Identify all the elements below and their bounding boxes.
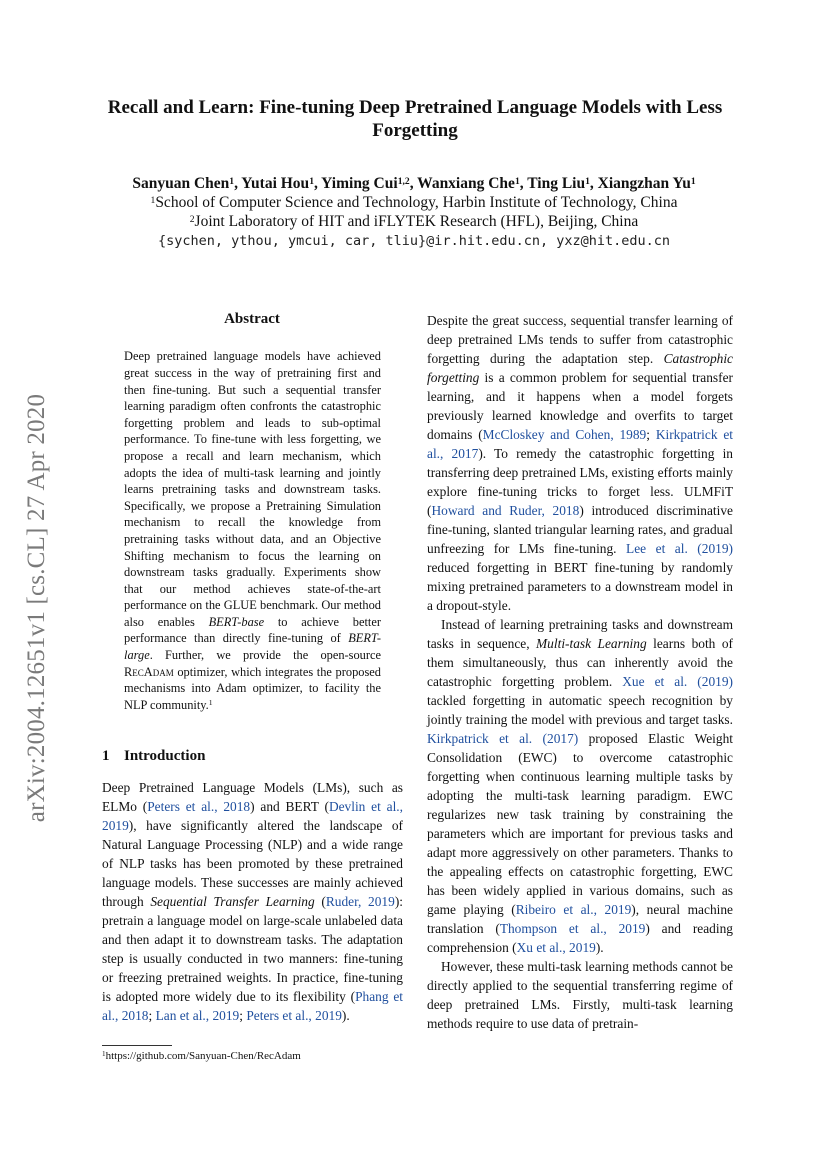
citation-link[interactable]: Kirkpatrick et al. (2017) <box>427 731 579 746</box>
footnote-link[interactable]: https://github.com/Sanyuan-Chen/RecAdam <box>105 1050 301 1062</box>
emphasis: BERT-base <box>208 614 265 629</box>
citation-link[interactable]: Peters et al., 2018 <box>147 799 251 814</box>
citation-link[interactable]: Phang et al., 2018 <box>102 989 404 1023</box>
footnote: $^1$https://github.com/Sanyuan-Chen/RecAdam <box>102 1050 301 1062</box>
citation-link[interactable]: McCloskey and Cohen, 1989 <box>482 427 647 442</box>
citation-link[interactable]: Kirkpatrick et al., 2017 <box>427 427 734 461</box>
citation-link[interactable]: Xu et al., 2019 <box>516 940 596 955</box>
author: Wanxiang Che$^1$ <box>417 175 520 192</box>
citation-link[interactable]: Devlin et al., 2019 <box>102 799 403 833</box>
arxiv-identifier-text: arXiv:2004.12651v1 [cs.CL] 27 Apr 2020 <box>23 393 50 822</box>
citation-link[interactable]: Lan et al., 2019 <box>155 1008 240 1023</box>
author-list: Sanyuan Chen$^1$, Yutai Hou$^1$, Yiming Cui$^{1,2}$, Wanxiang Che$^1$, Ting Liu$^1$, Xiangzhan Yu$^1$ <box>132 175 696 192</box>
citation-link[interactable]: Ruder, 2019 <box>325 894 395 909</box>
section-number: 1 <box>102 748 110 764</box>
citation-link[interactable]: Ribeiro et al., 2019 <box>515 902 632 917</box>
emphasis: Catastrophic forgetting <box>427 351 733 385</box>
section-heading <box>102 748 205 765</box>
citation-link[interactable]: Howard and Ruder, 2018 <box>431 503 580 518</box>
author-emails: {sychen, ythou, ymcui, car, tliu}@ir.hit.edu.cn, yxz@hit.edu.cn <box>157 233 671 249</box>
author: Xiangzhan Yu$^1$ <box>597 175 696 192</box>
introduction-right-column <box>427 311 733 1033</box>
footnote-rule <box>102 1045 172 1046</box>
citation-link[interactable]: Lee et al. (2019) <box>626 541 734 556</box>
author: Ting Liu$^1$ <box>527 175 590 192</box>
section-title: Introduction <box>124 748 206 764</box>
paragraph: Instead of learning pretraining tasks and downstream tasks in sequence, Multi-task Learning learns both of them simultaneously, thus can inherently avoid the catastrophic forgetting problem. Xue et al. (2019) tackled forgetting in automatic speech recognition by jointly training the model with previous and target tasks. Kirkpatrick et al. (2017) proposed Elastic Weight Consolidation (EWC) to overcome catastrophic forgetting when continuous learning multiple tasks by adopting the multi-task learning paradigm. EWC regularizes new task training by constraining the parameters which are important for previous tasks and adapt more aggressively on other parameters. Thanks to the appealing effects on catastrophic forgetting, EWC has been widely applied in various domains, such as game playing (Ribeiro et al., 2019), neural machine translation (Thompson et al., 2019) and reading comprehension (Xu et al., 2019). <box>427 617 733 955</box>
introduction-left-column <box>102 778 403 1025</box>
footnote-ref[interactable]: 1 <box>208 698 213 708</box>
citation-link[interactable]: Xue et al. (2019) <box>622 674 733 689</box>
abstract-paragraph: Deep pretrained language models have achieved great success in the way of pretraining first and then fine-tuning. But such a sequential transfer learning paradigm often confronts the catastrophic forgetting problem and leads to sub-optimal performance. To fine-tune with less forgetting, we propose a recall and learn mechanism, which adopts the idea of multi-task learning and jointly learns pretraining tasks and downstream tasks. Specifically, we propose a Pretraining Simulation mechanism to recall the knowledge from pretraining tasks without data, and an Objective Shifting mechanism to focus the learning on downstream tasks gradually. Experiments show that our method achieves state-of-the-art performance on the GLUE benchmark. Our method also enables BERT-base to achieve better performance than directly fine-tuning of BERT-large. Further, we provide the open-source RecAdam optimizer, which integrates the proposed mechanisms into Adam optimizer, to facility the NLP community.$^1$ <box>124 349 381 712</box>
author: Sanyuan Chen$^1$ <box>132 175 235 192</box>
abstract-heading: Abstract <box>224 311 280 327</box>
author: Yiming Cui$^{1,2}$ <box>321 175 410 192</box>
emphasis: Sequential Transfer Learning <box>150 894 315 909</box>
paper-title: Recall and Learn: Fine-tuning Deep Pretrained Language Models with Less Forgetting <box>107 97 723 141</box>
emphasis: Multi-task Learning <box>536 636 647 651</box>
paragraph: However, these multi-task learning methods cannot be directly applied to the sequential transferring regime of deep pretrained LMs. Firstly, multi-task learning methods require to use data of pretrain- <box>427 959 733 1031</box>
emphasis: BERT-large <box>124 631 381 663</box>
affiliation: $^1$School of Computer Science and Technology, Harbin Institute of Technology, China <box>150 194 678 211</box>
affiliation: $^2$Joint Laboratory of HIT and iFLYTEK Research (HFL), Beijing, China <box>189 213 639 230</box>
paragraph: Despite the great success, sequential transfer learning of deep pretrained LMs tends to suffer from catastrophic forgetting during the adaptation step. Catastrophic forgetting is a common problem for sequential transfer learning, and it happens when a model forgets previously learned knowledge and overfits to target domains (McCloskey and Cohen, 1989; Kirkpatrick et al., 2017). To remedy the catastrophic forgetting in transferring deep pretrained LMs, existing efforts mainly explore fine-tuning tricks to forget less. ULMFiT (Howard and Ruder, 2018) introduced discriminative fine-tuning, slanted triangular learning rates, and gradual unfreezing for LMs fine-tuning. Lee et al. (2019) reduced forgetting in BERT fine-tuning by randomly mixing pretrained parameters to a downstream model in a dropout-style. <box>427 313 734 613</box>
paragraph: Deep Pretrained Language Models (LMs), such as ELMo (Peters et al., 2018) and BERT (Devlin et al., 2019), have significantly altered the landscape of Natural Language Processing (NLP) and a wide range of NLP tasks has been promoted by these pretrained language models. These successes are mainly achieved through Sequential Transfer Learning (Ruder, 2019): pretrain a language model on large-scale unlabeled data and then adapt it to downstream tasks. The adaptation step is usually conducted in two manners: fine-tuning or freezing pretrained weights. In practice, fine-tuning is adopted more widely due to its flexibility (Phang et al., 2018; Lan et al., 2019; Peters et al., 2019). <box>102 780 404 1023</box>
abstract-body <box>124 336 381 726</box>
arxiv-identifier <box>24 365 50 850</box>
citation-link[interactable]: Thompson et al., 2019 <box>499 921 646 936</box>
author: Yutai Hou$^1$ <box>241 175 314 192</box>
citation-link[interactable]: Peters et al., 2019 <box>246 1008 342 1023</box>
small-caps-term: RecAdam <box>124 664 174 679</box>
